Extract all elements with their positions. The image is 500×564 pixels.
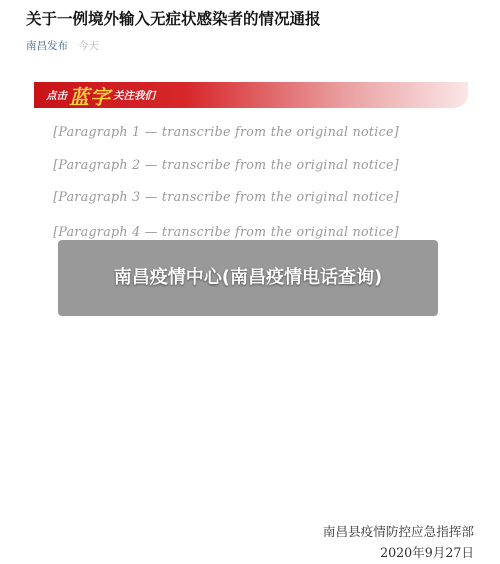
body-paragraph-1: [Paragraph 1 — transcribe from the original notice] [53, 124, 399, 139]
article-source-link[interactable]: 南昌发布 [26, 40, 68, 52]
signature-date: 2020年9月27日 [380, 545, 474, 560]
body-paragraph-3: [Paragraph 3 — transcribe from the original notice] [53, 189, 399, 205]
follow-banner-prefix: 点击 [46, 89, 67, 102]
article-header [26, 8, 476, 53]
article-body [28, 122, 476, 254]
body-paragraph-2: [Paragraph 2 — transcribe from the original notice] [53, 156, 399, 172]
watermark-text: 南昌疫情中心(南昌疫情电话查询) [113, 267, 383, 288]
follow-banner-suffix: 关注我们 [113, 89, 155, 102]
follow-banner[interactable] [34, 82, 468, 108]
signature-org: 南昌县疫情防控应急指挥部 [322, 524, 474, 539]
signature-block [323, 521, 474, 563]
article-meta [26, 38, 476, 53]
body-paragraph-4: [Paragraph 4 — transcribe from the original notice] [53, 223, 399, 239]
follow-banner-highlight: 蓝字 [69, 84, 111, 109]
watermark-overlay [58, 240, 438, 316]
article-time: 今天 [78, 40, 99, 52]
article-title: 关于一例境外输入无症状感染者的情况通报 [26, 10, 321, 28]
